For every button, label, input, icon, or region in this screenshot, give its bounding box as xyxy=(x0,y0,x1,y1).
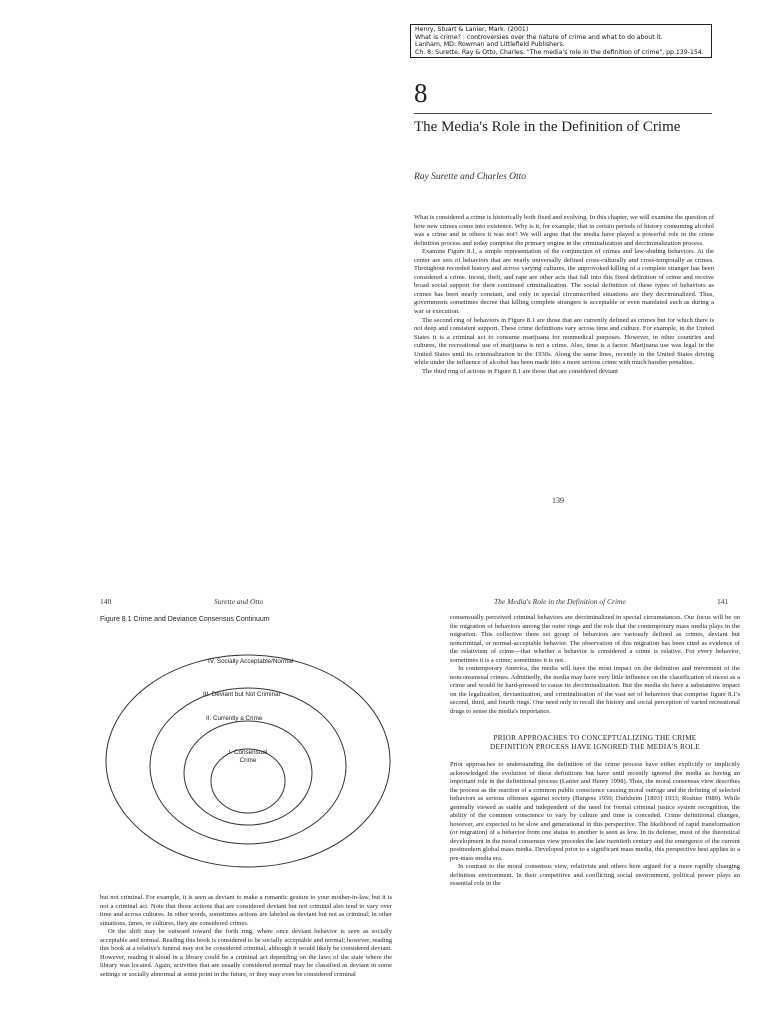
running-head-text: The Media's Role in the Definition of Crime xyxy=(494,597,626,606)
running-head-text: Surette and Otto xyxy=(214,597,264,606)
ring-3-outline xyxy=(150,688,346,844)
citation-box xyxy=(410,24,712,58)
page-number-141: 141 xyxy=(717,597,729,606)
ring-2-label: II. Currently a Crime xyxy=(206,715,263,722)
citation-line: Lanham, MD: Rowman and Littlefield Publishers. xyxy=(415,41,565,49)
paragraph: The third ring of actions in Figure 8.1 are those that are considered deviant xyxy=(422,367,618,375)
chapter-title: The Media's Role in the Definition of Crime xyxy=(414,119,681,135)
running-head-141 xyxy=(494,597,626,606)
running-head-140 xyxy=(214,597,263,606)
paragraph: consensually perceived criminal behaviors are decriminalized in special circumstances. Our focus will be on the migration of behaviors among the outer rings and the role that the contemporary mass media plays in the migration. This collective three set group of behaviors are variously defined as crimes, deviant but noncriminal, or normal-acceptable behavior. The observation of this migration has been cited as evidence of the relativism of crime—that whether a behavior is considered a crime is relative. For every behavior, sometimes it is a crime; sometimes it is not. xyxy=(450,614,740,664)
ring-4-label: IV. Socially Acceptable/Normal xyxy=(208,658,294,665)
ring-1-label-line1: I. Consensual xyxy=(228,749,268,756)
paragraph: In contemporary America, the media will have the most impact on the definition and movement of the nonconsensual crimes. Admittedly, the media may have very little influence on the classification of incest as a crime and would be hard-pressed to cause its decriminalization. But the media do have a substantive impact on the legalization, deviantization, and criminalization of the vast set of behaviors that comprise figure 8.1's second, third, and fourth rings. One need only to recall the history and social perception of varied recreational drugs to sense the media's importance. xyxy=(450,665,740,715)
paragraph: Or the shift may be outward toward the forth ring, where once deviant behavior is seen as socially acceptable and normal. Reading this book is considered to be socially acceptable and normal; however, reading this book at a relative's funeral may not be considered criminal, although it would likely be considered deviant. However, reading it aloud in a library could be a criminal act depending on the laws of the state where the library was located. Again, activities that are usually considered normal may be classified as deviant in some settings or socially abnormal at some point in the future, or they may even be considered criminal xyxy=(100,928,392,978)
ring-2-outline xyxy=(184,721,312,825)
ring-1-label-line2: Crime xyxy=(239,757,257,764)
paragraph: Prior approaches to understanding the definition of the crime process have either explicitly or implicitly acknowledged the evolution of these definitions but have until recently ignored the media as having an important role in the definitional process (Lanier and Henry 1998). Thus, the moral consensus view describes the process as the reaction of a common public conscience causing moral outrage and the defining of selected behaviors as serious offenses against society (Burgess 1950; Durkheim [1893] 1933; Roshier 1989). While generally viewed as stable and independent of the need for formal criminal justice system recognition, the ability of the common conscience to vary by culture and time is conceded. Crime definitional changes, however, are expected to be slow and generational in this perspective. The likelihood of rapid transformation (or migration) of a behavior from one status to another is seen as low. In its defense, most of the theoretical development in the moral consensus view precedes the late twentieth century and the emergence of the current postmodern global mass media. Developed prior to a significant mass media, this perspective best applies to a pre-mass media era. xyxy=(450,761,740,862)
paragraph: In contrast to the moral consensus view, relativists and others here argued for a more rapidly changing definition environment. In their competitive and conflicting social environment, political power plays an essential role in the xyxy=(450,863,740,887)
citation-line: Henry, Stuart & Lanier, Mark. (2001) xyxy=(415,26,529,33)
paragraph: Examine Figure 8.1, a simple representation of the conjunction of crimes and law-abiding behaviors. At the center are sets of behaviors that are nearly universally defined cross-culturally and cross-temporally as crimes. Throughout recorded history and across varying cultures, the unprovoked killing of a complete stranger has been considered a crime. Incest, theft, and rape are other acts that fall into this fixed definition of crime and receive broad social support for their continued criminalization. The social definition of these types of behaviors as crimes has been nearly constant, and only in special circumscribed situations are they decriminalized. Thus, governments sometimes decree that killing complete strangers is acceptable or even mandated such as during a war or execution. xyxy=(414,248,714,316)
section-heading xyxy=(450,734,740,752)
page-number-140: 140 xyxy=(100,597,112,606)
page-139-body xyxy=(414,214,714,376)
ring-3-label: III. Deviant but Not Criminal xyxy=(203,691,280,698)
chapter-number: 8 xyxy=(414,78,428,108)
chapter-rule xyxy=(414,113,712,114)
page-141-body xyxy=(450,614,740,889)
section-heading-line: PRIOR APPROACHES TO CONCEPTUALIZING THE CRIME xyxy=(493,734,697,742)
section-heading-line: DEFINITION PROCESS HAVE IGNORED THE MEDIA'S ROLE xyxy=(490,743,700,751)
figure-concentric-rings xyxy=(98,638,398,878)
chapter-authors: Ray Surette and Charles Otto xyxy=(414,172,527,182)
paragraph: The second ring of behaviors in Figure 8.1 are those that are currently defined as crimes but for which there is not deep and consistent support. These crime definitions vary across time and culture. For example, in the United States it is a criminal act to consume marijuana for nonmedical purposes. However, in other countries and cultures, the recreational use of marijuana is not a crime. Also, time is a factor. Marijuana use was legal in the United States until its criminalization in the 1930s. Along the same lines, recently in the United States driving while under the influence of alcohol has been made into a more serious crime with much harsher penalties. xyxy=(414,316,714,367)
citation-line: Ch. 8: Surette, Ray & Otto, Charles. "The media's role in the definition of crime", pp.139-154. xyxy=(415,48,704,56)
page-number-139: 139 xyxy=(552,496,564,505)
paragraph: but not criminal. For example, it is seen as deviant to make a romantic gesture to your mother-in-law, but it is not a criminal act. Note that those actions that are considered deviant but not criminal also tend to vary over time and across cultures. In other words, sometimes actions are labeled as deviant but not as criminal; in other situations, times, or cultures, they are considered crimes. xyxy=(100,894,392,927)
citation-line: What is crime? : controversies over the nature of crime and what to do about it. xyxy=(415,33,663,41)
page-140-body xyxy=(100,894,392,979)
figure-caption: Figure 8.1 Crime and Deviance Consensus Continuum xyxy=(100,616,270,623)
paragraph: What is considered a crime is historically both fixed and evolving. In this chapter, we will examine the question of how new crimes come into existence. Why is it, for example, that in certain periods of history consuming alcohol was a crime and in others it was not? We will argue that the media have played a powerful role in the crime definition process and today comprise the primary engine in the criminalization and decriminalization process. xyxy=(414,214,714,247)
